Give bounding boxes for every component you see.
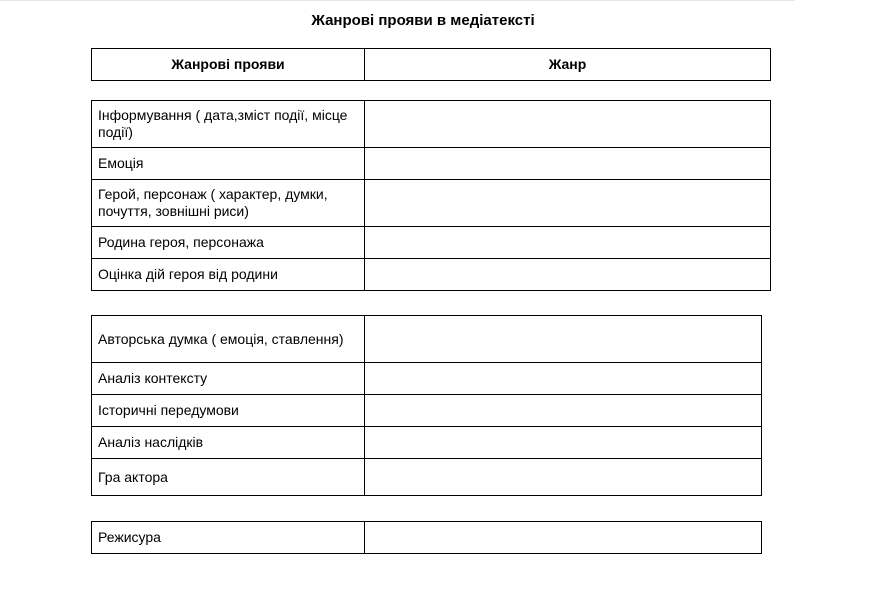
top-divider: [0, 0, 795, 1]
row-label: Гра актора: [92, 459, 365, 496]
header-table: [91, 48, 771, 81]
row-value-cell[interactable]: [365, 227, 771, 259]
row-label: Авторська думка ( емоція, ставлення): [92, 316, 365, 363]
row-label: Інформування ( дата,зміст події, місце події): [92, 101, 365, 148]
row-value-cell[interactable]: [365, 363, 762, 395]
row-label: Герой, персонаж ( характер, думки, почуття, зовнішні риси): [92, 180, 365, 227]
row-label: Історичні передумови: [92, 395, 365, 427]
table-row: [92, 180, 771, 227]
genre-table-1: [91, 100, 771, 291]
row-value-cell[interactable]: [365, 522, 762, 554]
table-row: [92, 459, 762, 496]
row-label: Аналіз наслідків: [92, 427, 365, 459]
row-value-cell[interactable]: [365, 259, 771, 291]
genre-table-3: [91, 521, 762, 554]
row-value-cell[interactable]: [365, 101, 771, 148]
table-row: [92, 148, 771, 180]
row-label: Емоція: [92, 148, 365, 180]
row-label: Оцінка дій героя від родини: [92, 259, 365, 291]
row-value-cell[interactable]: [365, 180, 771, 227]
header-row: [92, 49, 771, 81]
row-value-cell[interactable]: [365, 148, 771, 180]
row-label: Режисура: [92, 522, 365, 554]
table-row: [92, 427, 762, 459]
table-row: [92, 522, 762, 554]
genre-table-2: [91, 315, 762, 496]
row-value-cell[interactable]: [365, 427, 762, 459]
row-label: Аналіз контексту: [92, 363, 365, 395]
table-row: [92, 395, 762, 427]
table-row: [92, 316, 762, 363]
document-title: Жанрові прояви в медіатексті: [311, 12, 535, 29]
row-label: Родина героя, персонажа: [92, 227, 365, 259]
row-value-cell[interactable]: [365, 395, 762, 427]
table-row: [92, 363, 762, 395]
table-row: [92, 101, 771, 148]
header-genre-manifestations: Жанрові прояви: [92, 49, 365, 81]
row-value-cell[interactable]: [365, 316, 762, 363]
row-value-cell[interactable]: [365, 459, 762, 496]
header-genre: Жанр: [365, 49, 771, 81]
table-row: [92, 227, 771, 259]
table-row: [92, 259, 771, 291]
